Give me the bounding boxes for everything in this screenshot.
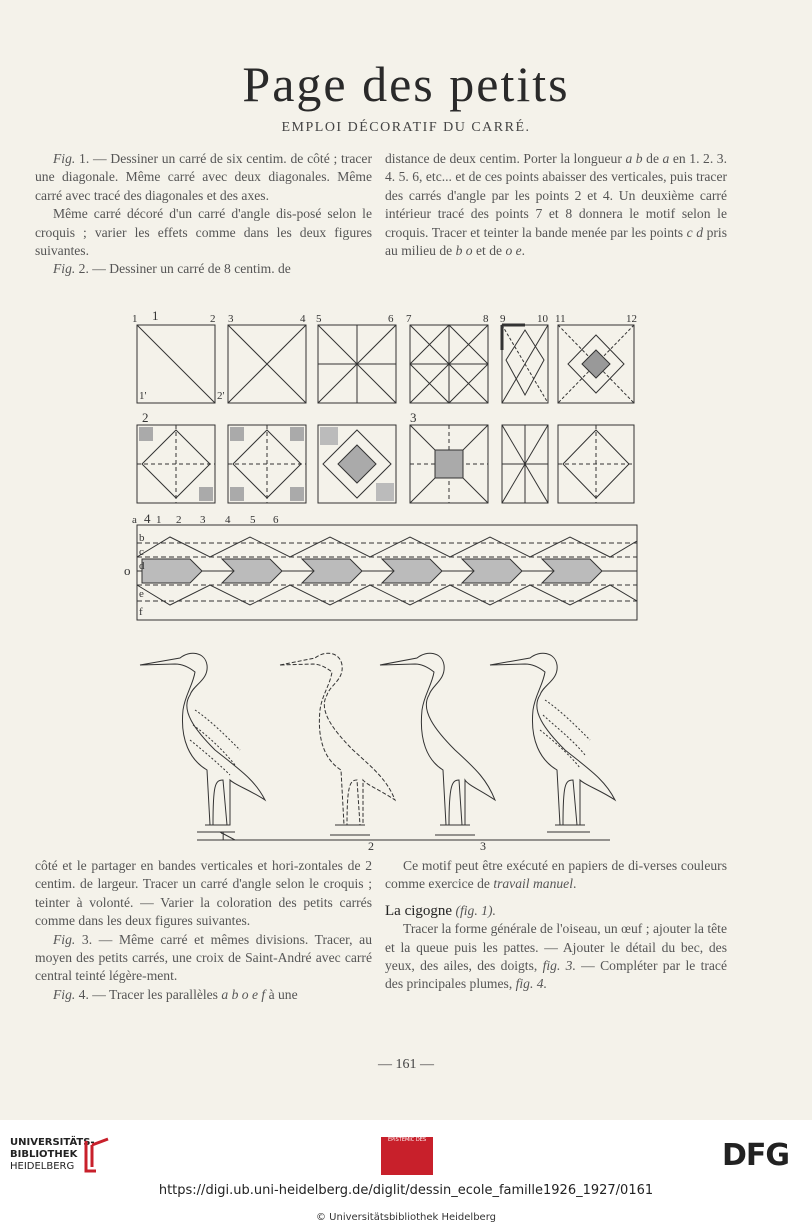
fig-label: 10 <box>537 313 548 325</box>
dfg-logo[interactable]: DFG <box>722 1138 790 1173</box>
band-label: a <box>132 514 137 526</box>
band-label: d <box>139 560 145 572</box>
fig1-square-1 <box>137 325 215 403</box>
fig-ref: Fig. <box>53 151 76 166</box>
fig-ref: Fig. <box>53 931 76 947</box>
logo-line: BIBLIOTHEK <box>10 1149 78 1160</box>
fig-marker: 2 <box>142 410 149 425</box>
fig-label: 4 <box>300 313 306 325</box>
stork-3 <box>380 653 495 835</box>
fig2-square-2 <box>228 425 306 503</box>
band-label: 1 <box>156 514 162 526</box>
fig3-square-2 <box>502 425 548 503</box>
stork-label: 3 <box>480 839 486 853</box>
stork-label: 2 <box>368 839 374 853</box>
red-logo-text: EPISTEMIC DES <box>387 1137 427 1143</box>
stork-label: 1 <box>220 829 226 843</box>
fig3-square-3 <box>558 425 634 503</box>
text-run: à une <box>265 986 298 1002</box>
fig-ref: Fig. <box>53 261 76 277</box>
fig-label: 8 <box>483 313 489 325</box>
page-subtitle: EMPLOI DÉCORATIF DU CARRÉ. <box>281 120 531 135</box>
paragraph: Même carré décoré d'un carré d'angle dis-posé selon le croquis ; varier les effets comme dans les deux figures suivantes. <box>35 206 372 259</box>
text-run: Tracer la forme générale de l'oiseau, un œuf ; ajouter la tête et la queue puis les pattes. — Ajouter le détail du bec, des yeux, des ailes, des doigts, <box>385 921 727 974</box>
fig1-square-2 <box>228 325 306 403</box>
source-url[interactable]: https://digi.ub.uni-heidelberg.de/diglit/dessin_ecole_famille1926_1927/0161 <box>158 1183 654 1198</box>
fig-ref: (fig. 1). <box>455 902 496 918</box>
band-label: e <box>139 588 144 600</box>
text-run: c d <box>686 224 704 240</box>
fig-label: 9 <box>500 313 506 325</box>
paragraph: 1. — Dessiner un carré de six centim. de côté ; tracer une diagonale. Même carré avec deux diagonales. Même carré avec tracé des diagonales et des axes. <box>35 151 372 203</box>
ub-mark-icon <box>82 1137 112 1175</box>
text-run: — Compléter par le tracé des principales plumes, <box>385 958 727 992</box>
fig-ref: Fig. <box>53 986 76 1002</box>
text-run: de <box>642 151 663 166</box>
fig3-square-1 <box>410 425 488 503</box>
text-run: a b o e f <box>221 986 266 1002</box>
fig-label: 1 <box>132 313 138 325</box>
stork-2 <box>280 653 395 835</box>
paragraph: 2. — Dessiner un carré de 8 centim. de <box>75 261 291 277</box>
fig1-square-3 <box>318 325 396 403</box>
text-right-bottom <box>385 857 727 994</box>
logo-line: HEIDELBERG <box>10 1161 75 1172</box>
text-run: b o <box>455 243 473 259</box>
text-run: . <box>572 876 577 892</box>
fig-label: 5 <box>316 313 322 325</box>
fig-label: 2' <box>217 390 225 402</box>
page-title: Page des petits <box>242 56 570 112</box>
text-run: travail manuel <box>493 876 573 892</box>
paragraph: 3. — Même carré et mêmes divisions. Tracer, au moyen des petits carrés, une croix de Saint-André avec carré central teinté légère-ment. <box>35 931 372 984</box>
red-logo[interactable] <box>381 1137 433 1175</box>
band-label: f <box>139 606 143 618</box>
text-run: Ce motif peut être exécuté en papiers de di-verses couleurs comme exercice de <box>385 858 727 892</box>
fig4-band <box>137 525 637 620</box>
fig1-square-6 <box>558 325 634 403</box>
copyright: © Universitätsbibliothek Heidelberg <box>315 1212 496 1223</box>
stork-drawings <box>135 640 655 853</box>
band-label: b <box>139 532 145 544</box>
fig1-square-4 <box>410 325 488 403</box>
text-run: a <box>662 151 670 166</box>
text-run: fig. 4. <box>515 976 547 992</box>
fig-marker: 3 <box>410 410 417 425</box>
fig-label: 1' <box>139 390 147 402</box>
text-run: en 1. 2. 3. 4. 5. 6, etc... et de ces points abaisser des verticales, puis tracer des carrés d'angle par les points 2 et 4. Un deuxième carré intérieur tracé des points 7 et 8 donnera le motif selon le croquis. Tracer et teinter la bande menée par les points <box>385 151 727 240</box>
paragraph: côté et le partager en bandes verticales et hori-zontales de 2 centim. de largeur. Tracer un carré d'angle selon le croquis ; teinter à volonté. — Varier la coloration des petits carrés comme dans les deux figures suivantes. <box>35 858 372 929</box>
band-label: 6 <box>273 514 279 526</box>
fig-marker: 1 <box>152 308 159 323</box>
footer <box>0 1120 812 1231</box>
fig-label: 7 <box>406 313 412 325</box>
band-label: o <box>124 563 131 578</box>
fig1-square-5 <box>502 325 548 403</box>
text-run: 4. — Tracer les parallèles <box>75 986 222 1002</box>
section-heading: La cigogne <box>385 902 453 919</box>
text-run: o e <box>505 243 522 259</box>
fig2-square-1 <box>137 425 215 503</box>
text-run: pris au milieu de <box>385 224 727 259</box>
text-run: a b <box>625 151 643 166</box>
text-left-bottom <box>35 857 372 1004</box>
band-label: 4 <box>225 514 231 526</box>
logo-line: UNIVERSITÄTS- <box>10 1137 95 1148</box>
band-label: 2 <box>176 514 182 526</box>
text-left-top <box>35 150 372 279</box>
text-run: et de <box>472 243 506 259</box>
fig-label: 6 <box>388 313 394 325</box>
band-label: 5 <box>250 514 256 526</box>
band-label: 3 <box>200 514 206 526</box>
text-run: . <box>521 243 526 259</box>
fig2-square-3 <box>318 425 396 503</box>
fig-label: 2 <box>210 313 216 325</box>
stork-1 <box>140 653 265 840</box>
fig-label: 11 <box>555 313 566 325</box>
stork-4 <box>490 653 615 832</box>
page-number: — 161 — <box>378 1057 434 1072</box>
text-run: distance de deux centim. Porter la longueur <box>385 151 626 166</box>
fig-label: 3 <box>228 313 234 325</box>
text-right-top <box>385 150 727 260</box>
text-run: fig. 3. <box>542 958 576 974</box>
fig-marker: 4 <box>144 511 151 526</box>
band-label: c <box>139 546 144 558</box>
geometric-figures <box>124 305 645 625</box>
fig-label: 12 <box>626 313 637 325</box>
